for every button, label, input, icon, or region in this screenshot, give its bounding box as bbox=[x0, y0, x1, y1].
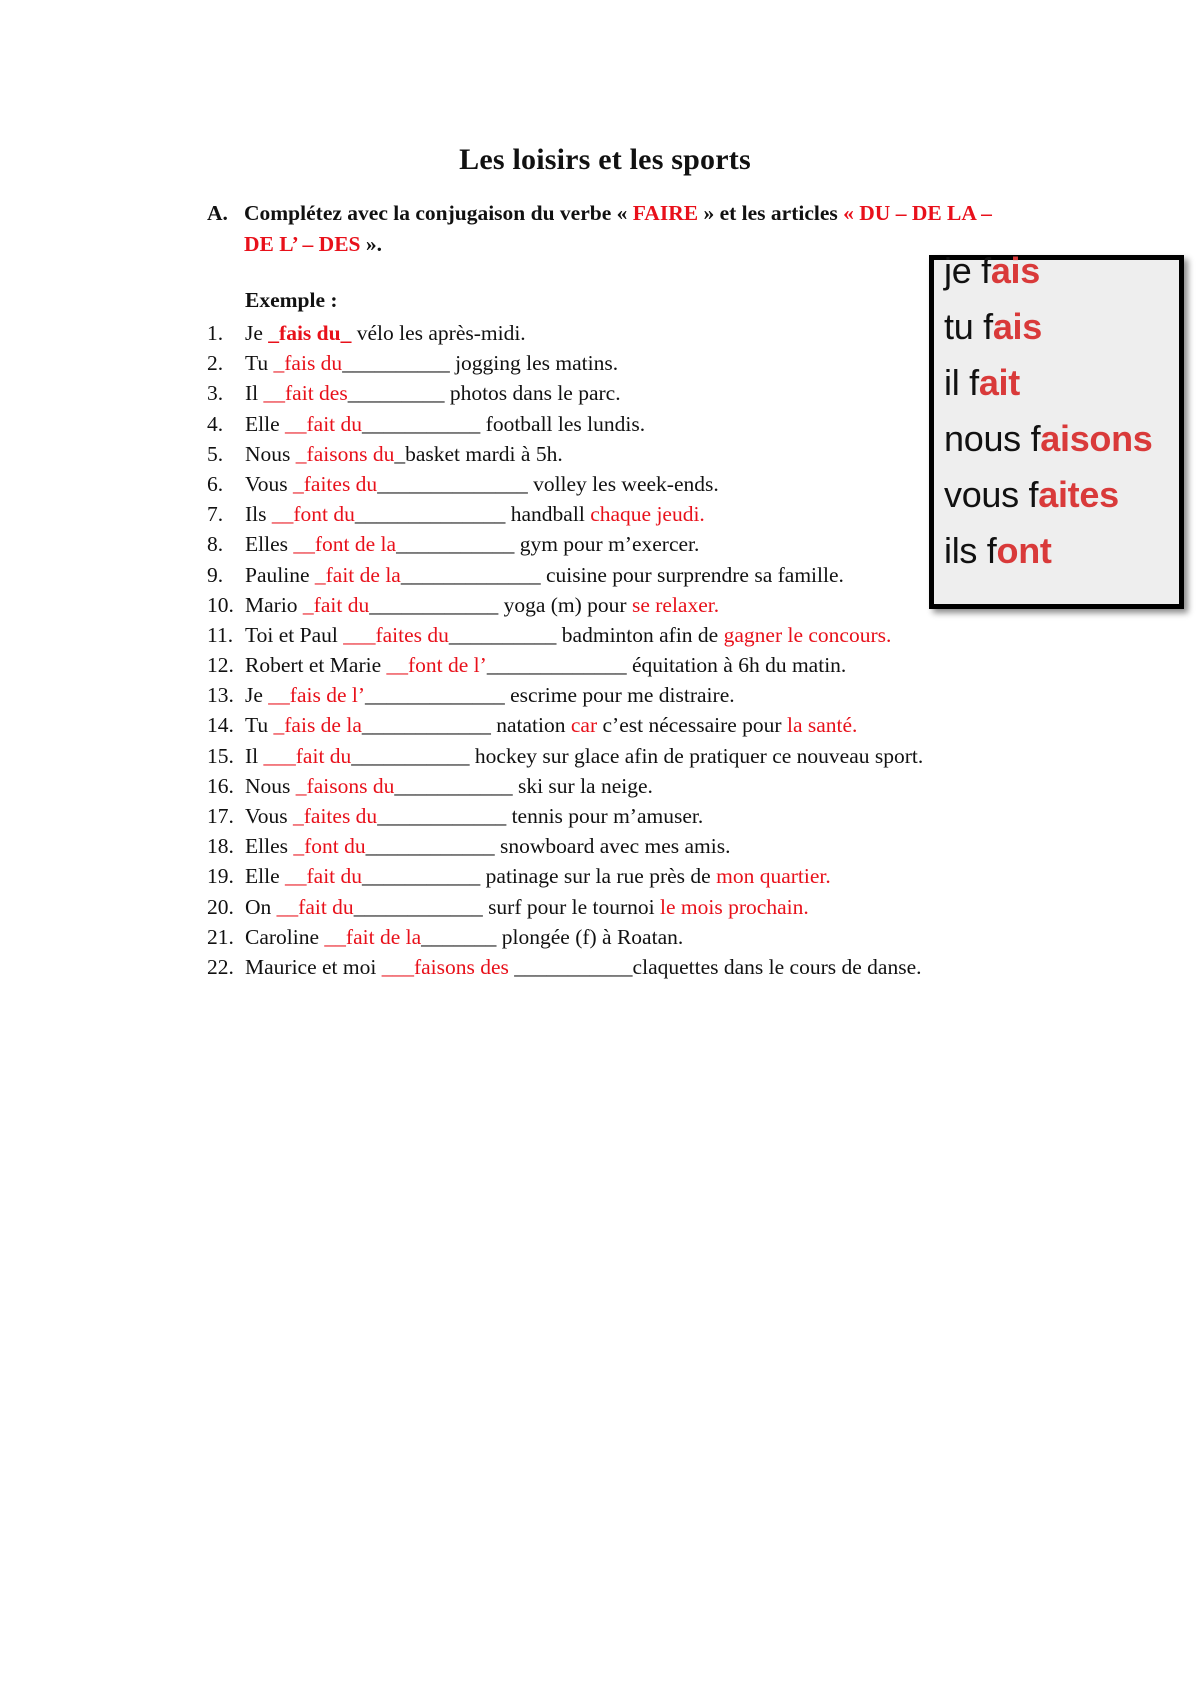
exercise-text: _________ photos dans le parc. bbox=[347, 381, 621, 406]
exercise-answer: _fais de la bbox=[273, 713, 362, 738]
exercise-item bbox=[207, 831, 923, 861]
exercise-text: __________ jogging les matins. bbox=[342, 351, 619, 376]
exercise-answer: _fais du bbox=[273, 351, 343, 376]
exercise-subject: Je bbox=[245, 683, 269, 708]
exercise-text: __________ badminton afin de bbox=[448, 622, 724, 647]
exercise-answer: __fait du bbox=[276, 894, 354, 919]
exercise-number: 12. bbox=[207, 653, 234, 678]
exercise-number: 19. bbox=[207, 864, 234, 889]
exercise-number: 17. bbox=[207, 804, 234, 828]
conjugation-ending: ais bbox=[992, 306, 1042, 347]
exercise-answer: _fais du_ bbox=[268, 321, 352, 345]
exercise-item bbox=[207, 409, 923, 439]
exercise-number: 7. bbox=[207, 502, 224, 527]
exercise-subject: Pauline bbox=[245, 562, 315, 587]
exercise-highlight: se relaxer. bbox=[631, 592, 720, 617]
exercise-subject: Caroline bbox=[245, 924, 325, 949]
exercise-number: 5. bbox=[207, 441, 224, 466]
exercise-text: ____________ yoga (m) pour bbox=[369, 592, 632, 617]
exercise-text: _____________ escrime pour me distraire. bbox=[365, 683, 735, 708]
exercise-item bbox=[207, 952, 923, 982]
exercise-number: 15. bbox=[207, 743, 234, 768]
exercise-answer: __fait du bbox=[285, 411, 363, 436]
exercise-number: 2. bbox=[207, 351, 224, 376]
exercise-subject: On bbox=[245, 894, 277, 919]
exercise-answer: __fait des bbox=[263, 381, 348, 406]
exercise-answer: _fait de la bbox=[314, 562, 401, 587]
exercise-text: ___________claquettes dans le cours de danse. bbox=[508, 954, 922, 979]
exercise-subject: Tu bbox=[245, 351, 274, 376]
exercise-answer: _fait du bbox=[302, 592, 370, 617]
instruction-part-2: » et les articles bbox=[698, 201, 844, 225]
exercise-subject: Tu bbox=[245, 713, 274, 738]
exercise-text: ___________ hockey sur glace afin de pratiquer ce nouveau sport. bbox=[351, 743, 924, 768]
exercise-answer: __font de la bbox=[293, 532, 397, 557]
exercise-text: ____________ tennis pour m’amuser. bbox=[377, 804, 704, 828]
exercise-text: ____________ snowboard avec mes amis. bbox=[365, 834, 731, 859]
exercise-number: 3. bbox=[207, 381, 224, 406]
exercise-highlight: le mois prochain. bbox=[660, 894, 809, 919]
exercise-highlight: chaque jeudi. bbox=[590, 502, 705, 527]
exercise-number: 20. bbox=[207, 894, 234, 919]
exercise-number: 4. bbox=[207, 411, 224, 436]
exercise-answer: ___faisons des bbox=[381, 954, 509, 979]
conjugation-row bbox=[944, 530, 1052, 572]
exercise-answer: ___fait du bbox=[263, 743, 352, 768]
exercise-item bbox=[207, 620, 923, 650]
exercise-text: ___________ gym pour m’exercer. bbox=[396, 532, 700, 557]
conjugation-row bbox=[944, 306, 1042, 348]
exercise-number: 14. bbox=[207, 713, 234, 738]
conjugation-stem: vous f bbox=[944, 474, 1039, 515]
instruction bbox=[207, 198, 1007, 260]
exercise-text: ______________ handball bbox=[354, 502, 591, 527]
conjugation-stem: nous f bbox=[944, 418, 1041, 459]
conjugation-ending: aisons bbox=[1040, 418, 1153, 459]
exercise-subject: Maurice et moi bbox=[245, 954, 382, 979]
exercise-item bbox=[207, 348, 923, 378]
exercise-answer: __font de l’ bbox=[386, 653, 487, 678]
exercise-text: ____________ natation bbox=[361, 713, 571, 738]
exercise-item bbox=[207, 439, 923, 469]
exercise-item bbox=[207, 650, 923, 680]
exercise-subject: Elle bbox=[245, 411, 285, 436]
exercise-number: 18. bbox=[207, 834, 234, 859]
exercise-subject: Nous bbox=[245, 773, 296, 798]
conjugation-stem: tu f bbox=[944, 306, 993, 347]
exercise-text: ___________ football les lundis. bbox=[362, 411, 646, 436]
exercise-number: 21. bbox=[207, 924, 234, 949]
exercise-subject: Vous bbox=[245, 804, 293, 828]
exercise-item bbox=[207, 771, 923, 801]
instruction-part-1: Complétez avec la conjugaison du verbe « bbox=[244, 201, 633, 225]
exercise-answer: __font du bbox=[271, 502, 355, 527]
exercise-item bbox=[207, 318, 923, 348]
conjugation-ending: ont bbox=[996, 530, 1052, 571]
exercise-number: 1. bbox=[207, 321, 224, 345]
exercise-item bbox=[207, 590, 923, 620]
exercise-list bbox=[207, 318, 923, 982]
conjugation-ending: ais bbox=[990, 250, 1040, 291]
exercise-answer: _faites du bbox=[293, 471, 378, 496]
conjugation-row bbox=[944, 362, 1020, 404]
exercise-item bbox=[207, 710, 923, 740]
section-letter: A. bbox=[207, 201, 228, 225]
exercise-text: ___________ ski sur la neige. bbox=[394, 773, 653, 798]
conjugation-row bbox=[944, 418, 1153, 460]
exercise-answer: _font du bbox=[293, 834, 366, 859]
exercise-highlight-2: la santé. bbox=[786, 713, 858, 738]
conjugation-stem: ils f bbox=[944, 530, 997, 571]
exercise-number: 10. bbox=[207, 592, 234, 617]
exercise-subject: Ils bbox=[245, 502, 272, 527]
conjugation-row bbox=[944, 250, 1040, 292]
exercise-subject: Mario bbox=[245, 592, 303, 617]
exercise-item bbox=[207, 378, 923, 408]
exercise-item bbox=[207, 892, 923, 922]
exercise-item bbox=[207, 529, 923, 559]
exercise-text: _basket mardi à 5h. bbox=[394, 441, 563, 466]
exercise-highlight: gagner le concours. bbox=[723, 622, 892, 647]
exercise-item bbox=[207, 922, 923, 952]
exercise-answer: __fait du bbox=[285, 864, 363, 889]
exercise-subject: Elle bbox=[245, 864, 285, 889]
instruction-text bbox=[244, 198, 1007, 260]
exercise-number: 8. bbox=[207, 532, 224, 557]
exercise-item bbox=[207, 499, 923, 529]
exercise-number: 22. bbox=[207, 954, 234, 979]
exercise-number: 11. bbox=[207, 622, 234, 647]
exercise-answer: _faisons du bbox=[295, 773, 395, 798]
page-title: Les loisirs et les sports bbox=[459, 143, 751, 176]
instruction-verb: FAIRE bbox=[632, 201, 699, 225]
exercise-number: 6. bbox=[207, 471, 224, 496]
exercise-number: 9. bbox=[207, 562, 224, 587]
conjugation-ending: aites bbox=[1038, 474, 1119, 515]
exercise-subject: Toi et Paul bbox=[245, 622, 344, 647]
conjugation-stem: il f bbox=[944, 362, 979, 403]
exercise-subject: Il bbox=[245, 743, 264, 768]
exercise-subject: Il bbox=[245, 381, 264, 406]
exercise-text: _____________ équitation à 6h du matin. bbox=[486, 653, 847, 678]
exercise-text: ___________ patinage sur la rue près de bbox=[362, 864, 717, 889]
exercise-highlight: car bbox=[570, 713, 598, 738]
exercise-answer: _faisons du bbox=[295, 441, 395, 466]
exercise-number: 16. bbox=[207, 773, 234, 798]
exercise-number: 13. bbox=[207, 683, 234, 708]
example-label: Exemple : bbox=[245, 288, 338, 312]
exercise-text-2: c’est nécessaire pour bbox=[597, 713, 787, 738]
exercise-answer: _faites du bbox=[293, 804, 378, 828]
exercise-item bbox=[207, 741, 923, 771]
exercise-item bbox=[207, 801, 923, 831]
exercise-text: _____________ cuisine pour surprendre sa famille. bbox=[400, 562, 844, 587]
exercise-subject: Robert et Marie bbox=[245, 653, 387, 678]
exercise-answer: ___faites du bbox=[343, 622, 449, 647]
conjugation-stem: je f bbox=[944, 250, 991, 291]
exercise-subject: Vous bbox=[245, 471, 293, 496]
conjugation-ending: ait bbox=[978, 362, 1020, 403]
exercise-subject: Je bbox=[245, 321, 269, 345]
exercise-text: _______ plongée (f) à Roatan. bbox=[421, 924, 684, 949]
exercise-subject: Nous bbox=[245, 441, 296, 466]
conjugation-row bbox=[944, 474, 1119, 516]
exercise-text: ______________ volley les week-ends. bbox=[377, 471, 719, 496]
exercise-item bbox=[207, 680, 923, 710]
exercise-answer: __fait de la bbox=[324, 924, 422, 949]
exercise-answer: __fais de l’ bbox=[268, 683, 366, 708]
exercise-subject: Elles bbox=[245, 532, 294, 557]
exercise-item bbox=[207, 861, 923, 891]
instruction-articles: « DU – DE LA – DE L’ – DES bbox=[244, 201, 992, 256]
exercise-item bbox=[207, 560, 923, 590]
exercise-highlight: mon quartier. bbox=[716, 864, 831, 889]
instruction-part-3: ». bbox=[360, 232, 382, 256]
conjugation-box bbox=[929, 250, 1184, 609]
exercise-text: vélo les après-midi. bbox=[351, 321, 526, 345]
exercise-subject: Elles bbox=[245, 834, 294, 859]
exercise-text: ____________ surf pour le tournoi bbox=[353, 894, 661, 919]
exercise-item bbox=[207, 469, 923, 499]
